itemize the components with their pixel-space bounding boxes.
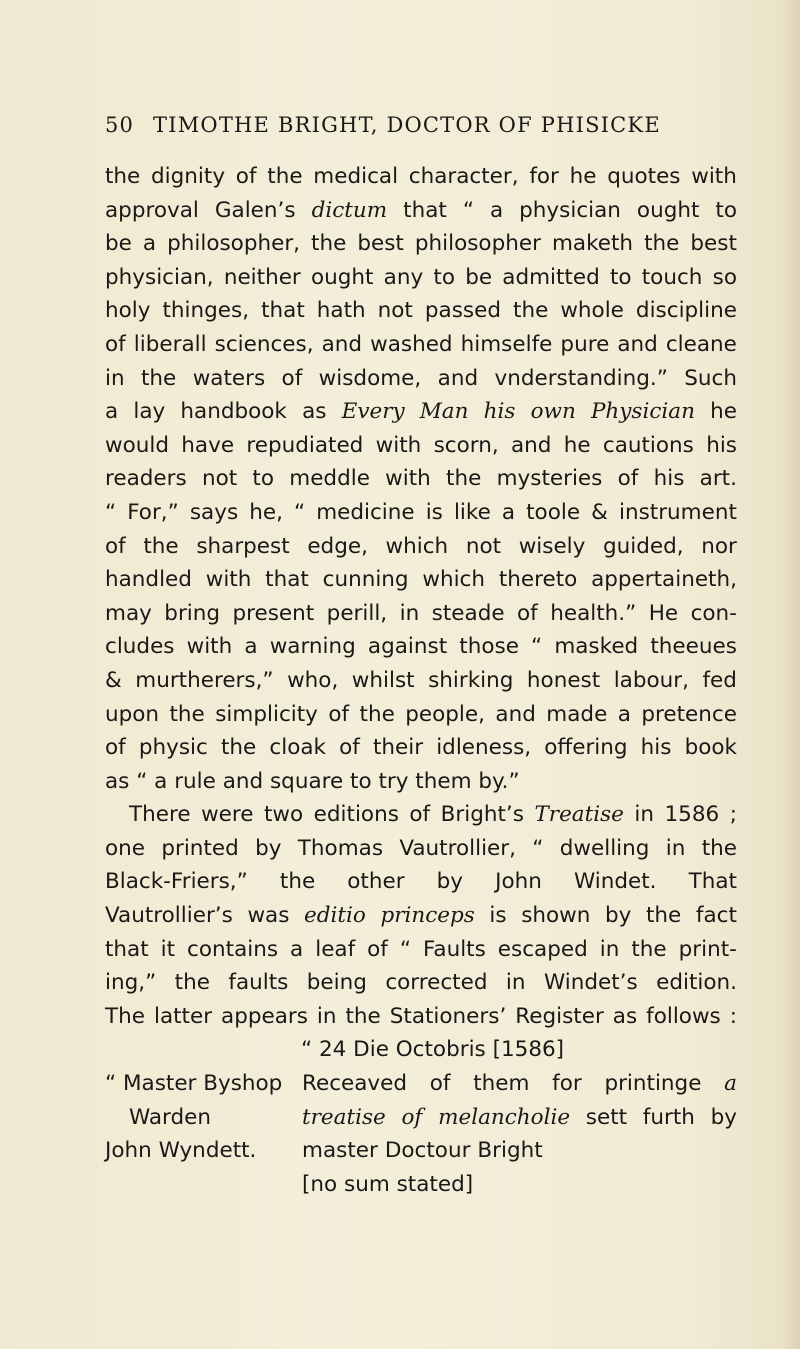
running-title: TIMOTHE BRIGHT, DOCTOR OF PHISICKE bbox=[153, 113, 661, 137]
register-row bbox=[105, 1067, 737, 1101]
text-line: in the waters of wisdome, and vnderstanding.” Such bbox=[105, 365, 737, 391]
text-line: of liberall sciences, and washed himselfe pure and cleane bbox=[105, 331, 737, 357]
text-line: handled with that cunning which thereto appertaineth, bbox=[105, 567, 737, 593]
register-left-cell: Warden bbox=[129, 1104, 212, 1130]
register-row bbox=[105, 1134, 737, 1168]
text-line: upon the simplicity of the people, and made a pretence bbox=[105, 701, 737, 727]
paragraph-2 bbox=[105, 798, 737, 1033]
text-line: may bring present perill, in steade of health.” He con- bbox=[105, 600, 737, 626]
text-line: Vautrollier’s was editio princeps is shown by the fact bbox=[105, 903, 737, 929]
text-line: readers not to meddle with the mysteries of his art. bbox=[105, 466, 737, 492]
text-line: The latter appears in the Stationers’ Register as follows : bbox=[105, 1003, 737, 1029]
paragraph-1 bbox=[105, 160, 737, 798]
text-line: one printed by Thomas Vautrollier, “ dwelling in the bbox=[105, 835, 737, 861]
register-note: [no sum stated] bbox=[302, 1171, 474, 1197]
text-line: holy thinges, that hath not passed the whole discipline bbox=[105, 298, 737, 324]
text-line: the dignity of the medical character, for he quotes with bbox=[105, 164, 737, 189]
register-right-cell: master Doctour Bright bbox=[302, 1138, 543, 1164]
text-line: Black-Friers,” the other by John Windet. That bbox=[105, 869, 737, 895]
register-right-cell: Receaved of them for printinge a bbox=[302, 1071, 737, 1097]
text-line: ing,” the faults being corrected in Windet’s edition. bbox=[105, 970, 737, 996]
register-left-cell: “ Master Byshop bbox=[105, 1071, 283, 1097]
body-text bbox=[105, 160, 737, 1201]
register-left-cell: John Wyndett. bbox=[105, 1138, 257, 1164]
register-right-cell: treatise of melancholie sett furth by bbox=[302, 1104, 737, 1130]
text-line: of physic the cloak of their idleness, offering his book bbox=[105, 735, 737, 761]
text-line: a lay handbook as Every Man his own Physician he bbox=[105, 399, 737, 425]
page-number: 50 bbox=[105, 113, 135, 137]
register-date-line: “ 24 Die Octobris [1586] bbox=[301, 1037, 565, 1063]
text-line: cludes with a warning against those “ masked theeues bbox=[105, 634, 737, 660]
stationers-register-entry bbox=[105, 1033, 737, 1201]
running-header bbox=[105, 113, 745, 143]
register-row bbox=[105, 1101, 737, 1135]
text-line: physician, neither ought any to be admitted to touch so bbox=[105, 264, 737, 290]
text-line: be a philosopher, the best philosopher maketh the best bbox=[105, 231, 737, 257]
page-edge-shadow bbox=[782, 0, 800, 1349]
text-line: that it contains a leaf of “ Faults escaped in the print- bbox=[105, 936, 737, 962]
text-line: of the sharpest edge, which not wisely guided, nor bbox=[105, 533, 737, 559]
text-line: & murtherers,” who, whilst shirking honest labour, fed bbox=[105, 667, 737, 693]
text-line: as “ a rule and square to try them by.” bbox=[105, 768, 520, 794]
text-line: “ For,” says he, “ medicine is like a toole & instrument bbox=[105, 499, 737, 525]
text-line: approval Galen’s dictum that “ a physician ought to bbox=[105, 197, 737, 223]
text-line: would have repudiated with scorn, and he cautions his bbox=[105, 432, 737, 458]
text-line: There were two editions of Bright’s Treatise in 1586 ; bbox=[129, 802, 737, 828]
